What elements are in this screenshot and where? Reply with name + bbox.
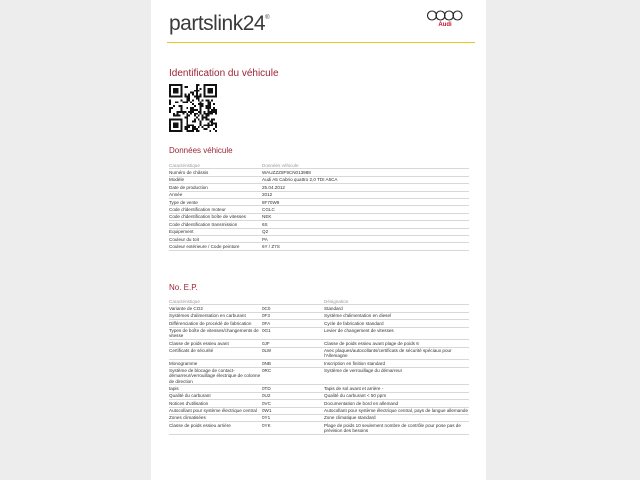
table-header-row	[169, 162, 469, 169]
table-row	[169, 407, 469, 414]
vehicle-data-title: Données véhicule	[169, 146, 233, 155]
row-label: Types de boîte de vitesses/changements de vitesse	[169, 327, 262, 340]
row-designation: Levier de changement de vitesses	[324, 327, 469, 340]
row-code: 0G1	[262, 327, 324, 340]
row-designation: Standard	[324, 305, 469, 312]
row-label: Système de blocage de contact-démarreur/verrouillage électrique de colonne de direction	[169, 368, 261, 384]
row-label: Qualité du carburant	[169, 392, 262, 399]
row-value: 25.04.2012	[262, 184, 469, 191]
row-label: Systèmes d'alimentation en carburant	[169, 312, 262, 319]
row-label: Monogramme	[169, 360, 262, 367]
row-code: 0VC	[262, 400, 324, 407]
row-code: 0FA	[262, 320, 324, 327]
row-label: Equipement	[169, 228, 262, 235]
col-header-characteristic: Caractéristique	[169, 298, 262, 305]
vehicle-data-table	[169, 162, 469, 251]
row-label: Code d'identification boîte de vitesses	[169, 213, 262, 220]
table-row	[169, 327, 469, 340]
row-designation: Tapis de sol avant et arrière -	[324, 385, 469, 392]
row-designation: Système d'alimentation en diesel	[324, 312, 469, 319]
col-header-code	[262, 298, 324, 305]
col-header-characteristic: Caractéristique	[169, 162, 262, 169]
row-label: tapis	[169, 385, 262, 392]
row-label: Date de production	[169, 184, 262, 191]
row-label: Classe de poids essieu arrière	[169, 422, 262, 435]
row-code: 0YK	[262, 422, 324, 435]
row-value: Q2	[262, 228, 469, 235]
table-row	[169, 184, 469, 191]
row-code: 0TD	[262, 385, 324, 392]
table-row	[169, 206, 469, 213]
table-row	[169, 228, 469, 235]
row-designation: Avec plaques/autocollants/certificats de sécurité spéciaux pour l'Allemagne	[324, 347, 469, 360]
row-label: Variante de CO2	[169, 305, 262, 312]
row-code: 0C0	[262, 305, 324, 312]
row-label: Zones climatisées	[169, 414, 262, 421]
row-designation: Zone climatique standard	[324, 414, 469, 421]
audi-brand	[425, 10, 465, 28]
row-value: NEK	[262, 213, 469, 220]
row-label: Couleur extérieure / Code peinture	[169, 243, 262, 250]
table-row	[169, 392, 469, 399]
row-code: 0F3	[262, 312, 324, 319]
row-designation: Cycle de fabrication standard	[324, 320, 469, 327]
row-designation: Classe de poids essieu avant plage de poids 6	[324, 340, 469, 347]
row-label: Couleur du toit	[169, 235, 262, 242]
table-row	[169, 221, 469, 228]
qr-code	[169, 84, 217, 132]
table-row	[169, 400, 469, 407]
table-row	[169, 198, 469, 205]
table-row	[169, 169, 469, 176]
col-header-designation: Désignation	[324, 298, 469, 305]
audi-rings-icon	[426, 10, 464, 21]
row-label: Modèle	[169, 176, 262, 183]
row-label: Type de vente	[169, 198, 262, 205]
table-row	[169, 235, 469, 242]
table-header-row	[169, 298, 469, 305]
row-label: Code d'identification transmission	[169, 221, 262, 228]
row-value: PA	[262, 235, 469, 242]
row-value: WAUZZZ8F9CN013988	[262, 169, 469, 176]
partslink24-logo[interactable]: partslink24®	[169, 12, 269, 35]
ep-title: No. E.P.	[169, 283, 198, 292]
row-code: 0RC	[262, 367, 324, 385]
row-label: Numéro de châssis	[169, 169, 262, 176]
row-code: 0U2	[262, 392, 324, 399]
row-code: 0JF	[262, 340, 324, 347]
table-row	[169, 312, 469, 319]
row-label: Certificats de sécurité	[169, 347, 262, 360]
table-row	[169, 320, 469, 327]
table-row	[169, 385, 469, 392]
page-header	[167, 12, 475, 43]
row-designation: Système de verrouillage du démarreur	[324, 367, 469, 385]
row-code: 0W1	[262, 407, 324, 414]
page-title: Identification du véhicule	[169, 68, 279, 79]
row-value: 6S	[262, 221, 469, 228]
table-row	[169, 305, 469, 312]
brand-name: Audi	[438, 22, 452, 28]
table-row	[169, 191, 469, 198]
row-code: 0Y1	[262, 414, 324, 421]
table-row	[169, 176, 469, 183]
row-label: Classe de poids essieu avant	[169, 340, 262, 347]
table-row	[169, 243, 469, 250]
row-label: Autocollant pour système électrique central	[169, 407, 262, 414]
row-value: 8F70W9	[262, 198, 469, 205]
row-designation: Plage de poids 10 seulement nombre de contrôle pour pose pas de prévision des besoins	[324, 422, 469, 435]
row-value: 6Y / Z7S	[262, 243, 469, 250]
col-header-vehicle-data: Données véhicule	[262, 162, 469, 169]
document-page	[151, 0, 486, 480]
row-label: Année	[169, 191, 262, 198]
table-row	[169, 340, 469, 347]
ep-table	[169, 298, 469, 435]
row-value: 2012	[262, 191, 469, 198]
row-label: Notices d'utilisation	[169, 400, 262, 407]
table-row	[169, 213, 469, 220]
row-designation: Inscription en finition standard	[324, 360, 469, 367]
row-label: Différenciation de procédé de fabrication	[169, 320, 262, 327]
table-row	[169, 367, 469, 385]
row-designation: Documentation de bord en allemand	[324, 400, 469, 407]
table-row	[169, 422, 469, 435]
row-code: 0LW	[262, 347, 324, 360]
row-code: 0NB	[262, 360, 324, 367]
row-label: Code d'identification moteur	[169, 206, 262, 213]
table-row	[169, 414, 469, 421]
row-designation: Qualité du carburant < 50 ppm	[324, 392, 469, 399]
table-row	[169, 360, 469, 367]
row-designation: Autocollant pour système électrique central, pays de langue allemande	[324, 408, 469, 414]
row-value: CGLC	[262, 206, 469, 213]
table-row	[169, 347, 469, 360]
row-value: Audi A5 Cabrio quattro 2,0 TDI A5CA	[262, 176, 469, 183]
